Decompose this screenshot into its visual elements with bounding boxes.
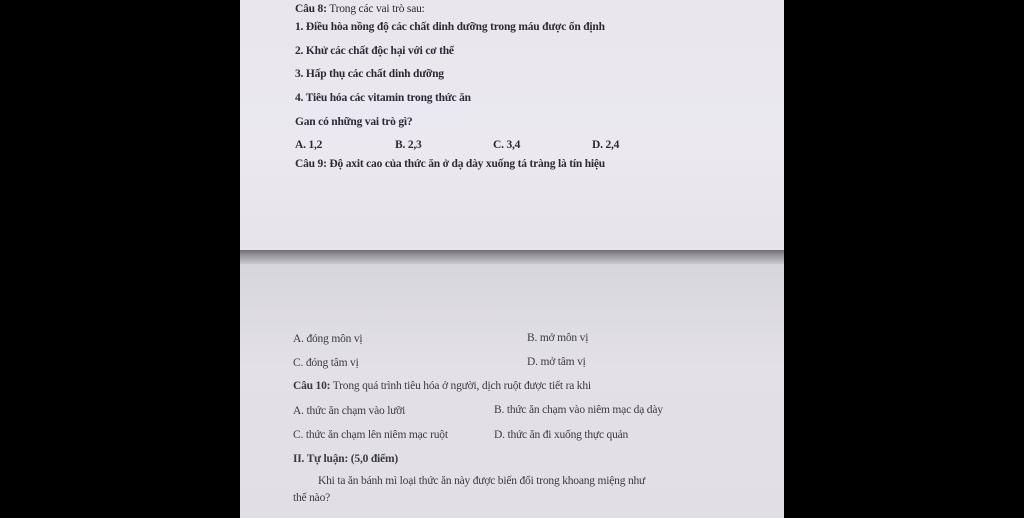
question-10-label: Câu 10: (293, 380, 331, 392)
question-10 (293, 380, 591, 392)
option-b: B. 2,3 (395, 139, 422, 151)
role-item-4: 4. Tiêu hóa các vitamin trong thức ăn (295, 92, 471, 104)
question-8-prompt: Gan có những vai trò gì? (295, 116, 413, 128)
q9-option-c: C. đóng tâm vị (293, 357, 359, 369)
q9-option-d: D. mở tâm vị (527, 356, 586, 368)
question-9 (295, 158, 605, 170)
option-c: C. 3,4 (493, 139, 521, 151)
option-a: A. 1,2 (295, 139, 323, 151)
question-8 (295, 3, 425, 15)
q10-option-a: A. thức ăn chạm vào lưỡi (293, 405, 406, 417)
page-fold-shadow (240, 250, 784, 264)
role-item-2: 2. Khử các chất độc hại với cơ thể (295, 45, 454, 57)
role-item-1: 1. Điều hòa nồng độ các chất dinh dưỡng trong máu được ổn định (295, 21, 605, 33)
essay-line-2: thế nào? (293, 492, 331, 504)
q10-option-c: C. thức ăn chạm lên niêm mạc ruột (293, 429, 448, 441)
paper-bottom (240, 264, 784, 518)
paper-top (240, 0, 784, 250)
question-8-label: Câu 8: (295, 3, 327, 15)
role-item-3: 3. Hấp thụ các chất dinh dưỡng (295, 68, 444, 80)
question-9-text: Độ axit cao của thức ăn ở dạ dày xuống tá tràng là tín hiệu (329, 158, 605, 170)
section-title: II. Tự luận: (5,0 điểm) (293, 453, 398, 465)
question-9-label: Câu 9: (295, 158, 327, 170)
essay-line-1: Khi ta ăn bánh mì loại thức ăn này được biến đổi trong khoang miệng như (318, 475, 646, 487)
q10-option-b: B. thức ăn chạm vào niêm mạc dạ dày (494, 404, 663, 416)
option-d: D. 2,4 (592, 139, 620, 151)
question-8-text: Trong các vai trò sau: (329, 3, 425, 15)
question-10-text: Trong quá trình tiêu hóa ở người, dịch ruột được tiết ra khi (332, 380, 591, 392)
q10-option-d: D. thức ăn đi xuống thực quản (494, 429, 629, 441)
q9-option-b: B. mở môn vị (527, 332, 589, 344)
q9-option-a: A. đóng môn vị (293, 333, 363, 345)
